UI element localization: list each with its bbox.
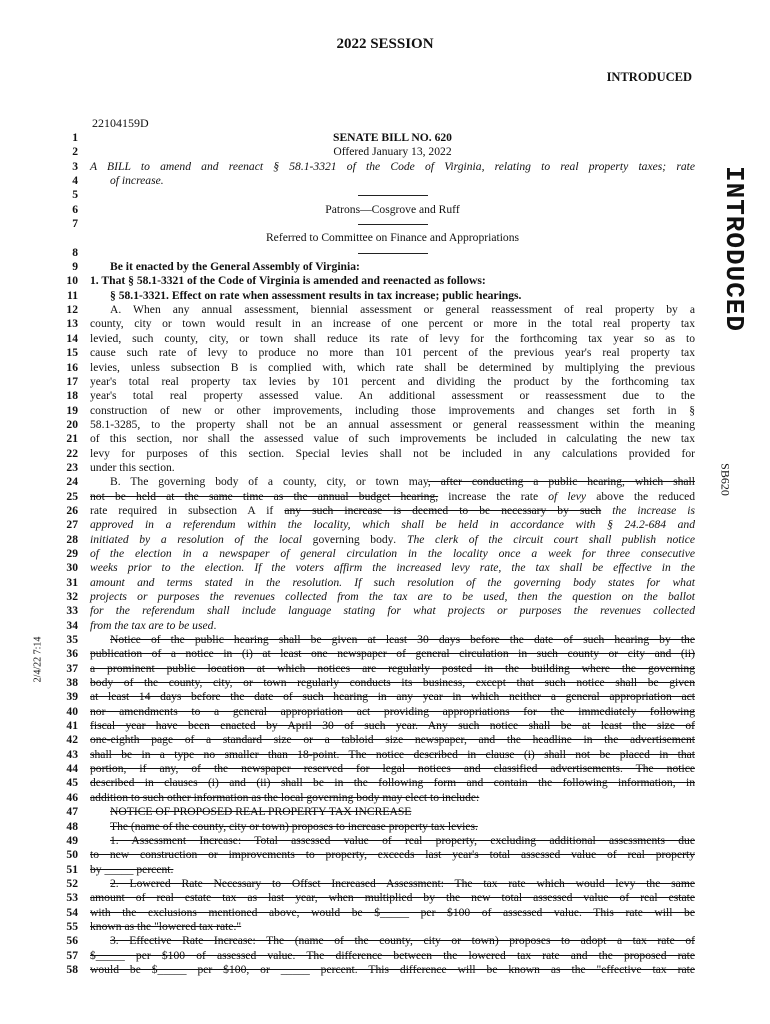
- bill-line: [56, 174, 696, 188]
- line-text: [90, 475, 695, 489]
- text-segment: .: [213, 618, 217, 632]
- bill-line: [56, 863, 696, 877]
- text-segment: a prominent public location at which notices are regularly posted in the building where the governing: [90, 661, 695, 675]
- line-text: [90, 203, 695, 217]
- text-segment: levy for purposes of this section. Special levies shall not be included in any calculations provided for: [90, 446, 695, 460]
- text-segment: of levy: [548, 489, 587, 503]
- bill-line: [56, 662, 696, 676]
- bill-line: [56, 877, 696, 891]
- text-segment: under this section.: [90, 460, 175, 474]
- text-segment: to new construction or improvements to property, exceeds last year's total assessed value of real property: [90, 848, 695, 862]
- text-segment: § 58.1-3321. Effect on rate when assessment results in tax increase; public hearings.: [110, 288, 522, 302]
- bill-line: [56, 317, 696, 331]
- text-segment: levies, unless subsection B is complied with, which rate shall be determined by multiplying the previous: [90, 360, 695, 374]
- line-number: 41: [66, 719, 78, 733]
- line-text: [90, 361, 695, 375]
- text-segment: 1. Assessment Increase: Total assessed value of real property, excluding additional assessments due: [110, 833, 695, 847]
- line-number: 4: [72, 174, 78, 188]
- bill-line: [56, 619, 696, 633]
- line-text: [90, 576, 695, 590]
- text-segment: Patrons—Cosgrove and Ruff: [325, 202, 460, 216]
- line-text: [90, 375, 695, 389]
- text-segment: increase the rate: [438, 489, 549, 503]
- line-text: [90, 432, 695, 446]
- text-segment: Be it enacted by the General Assembly of Virginia:: [110, 260, 360, 274]
- line-number: 7: [72, 217, 78, 231]
- bill-line: [56, 131, 696, 145]
- line-text: [90, 647, 695, 661]
- text-segment: SENATE BILL NO. 620: [333, 131, 452, 144]
- bill-line: [56, 246, 696, 260]
- bill-line: [56, 776, 696, 790]
- text-segment: cause such rate of levy to produce no more than 101 percent of the previous year's real property tax: [90, 346, 695, 360]
- line-text: [90, 748, 695, 762]
- line-text: [90, 246, 695, 260]
- line-number: 53: [66, 891, 78, 905]
- text-segment: of this section, nor shall the assessed value of such improvements be included in calculating the new tax: [90, 432, 695, 446]
- bill-line: [56, 160, 696, 174]
- bill-line: [56, 604, 696, 618]
- line-text: [90, 561, 695, 575]
- line-text: [90, 461, 695, 475]
- line-number: 49: [66, 833, 78, 847]
- bill-line: [56, 346, 696, 360]
- line-number: 38: [66, 676, 78, 690]
- line-text: [90, 949, 695, 963]
- line-number: 12: [66, 303, 78, 317]
- bill-line: [56, 361, 696, 375]
- line-number: 31: [66, 575, 78, 589]
- line-number: 35: [66, 633, 78, 647]
- text-segment: B. The governing body of a county, city, or town may: [110, 475, 428, 489]
- text-segment: Referred to Committee on Finance and Appropriations: [265, 231, 520, 245]
- line-number: 39: [66, 690, 78, 704]
- bill-line: [56, 891, 696, 905]
- bill-line: [56, 274, 696, 288]
- text-segment: A. When any annual assessment, biennial assessment or general reassessment of real property by a: [110, 303, 695, 317]
- line-text: [90, 217, 695, 231]
- text-segment: not be held at the same time as the annual budget hearing,: [90, 489, 439, 503]
- text-segment: above the reduced: [586, 489, 696, 503]
- bill-line: [56, 260, 696, 274]
- line-number: 32: [66, 590, 78, 603]
- bill-line: [56, 447, 696, 461]
- bill-line: [56, 934, 696, 948]
- text-segment: year's total real property assessed value. An additional assessment or reassessment due to the: [90, 389, 695, 403]
- text-segment: would be $_____ per $100, or _____ percent. This difference will be known as the "effective tax rate: [90, 962, 695, 976]
- bill-line: [56, 834, 696, 848]
- line-text: [90, 504, 695, 518]
- line-number: 25: [66, 489, 78, 503]
- text-segment: The (name of the county, city or town) proposes to increase property tax levies.: [110, 819, 478, 833]
- line-text: [90, 518, 695, 532]
- text-segment: year's total real property tax levies by 101 percent and dividing the product by the forthcoming tax: [90, 374, 695, 388]
- line-number: 5: [72, 188, 78, 202]
- line-text: [90, 260, 695, 274]
- line-number: 22: [66, 446, 78, 460]
- bill-line: [56, 303, 696, 317]
- session-heading: 2022 SESSION: [336, 36, 434, 52]
- text-segment: governing body: [302, 532, 394, 546]
- line-number: 10: [66, 274, 78, 288]
- text-segment: any such increase is deemed to be necessary by such: [284, 503, 602, 517]
- text-segment: A BILL to amend and reenact § 58.1-3321 of the Code of Virginia, relating to real property taxes; rate: [90, 159, 695, 173]
- text-segment: rate required in subsection A if: [90, 503, 285, 517]
- text-segment: Offered January 13, 2022: [333, 145, 452, 159]
- bill-line: [56, 733, 696, 747]
- text-segment: , after conducting a public hearing, which shall: [427, 475, 695, 489]
- line-text: [90, 145, 695, 159]
- bill-line: [56, 461, 696, 475]
- bill-line: [56, 432, 696, 446]
- text-segment: known as the "lowered tax rate.": [90, 919, 242, 933]
- line-number: 23: [66, 460, 78, 474]
- bill-line: [56, 762, 696, 776]
- line-text: [90, 934, 695, 948]
- text-segment: described in clauses (i) and (ii) shall be in the following form and contain the following information, in: [90, 776, 695, 790]
- line-number: 19: [66, 403, 78, 417]
- text-segment: shall be in a type no smaller than 18-point. The notice described in clause (i) shall not be placed in that: [90, 747, 695, 761]
- text-segment: amount and terms stated in the resolution. If such resolution of the governing body states for what: [90, 575, 695, 589]
- bill-line: [56, 576, 696, 590]
- line-number: 33: [66, 604, 78, 618]
- line-number: 24: [66, 475, 78, 489]
- line-number: 50: [66, 848, 78, 862]
- bill-line: [56, 748, 696, 762]
- line-number: 29: [66, 546, 78, 560]
- line-text: [90, 733, 695, 747]
- bill-line: [56, 504, 696, 518]
- line-text: [90, 820, 695, 834]
- bill-line: [56, 690, 696, 704]
- text-segment: approved in a referendum within the locality, which shall be held in accordance with § 24.2-684 and: [90, 518, 695, 532]
- text-segment: for the referendum shall include language stating for what projects or purposes the revenues collected: [90, 604, 695, 618]
- bill-line: [56, 676, 696, 690]
- line-text: [90, 303, 695, 317]
- line-text: [90, 619, 695, 633]
- line-number: 48: [66, 819, 78, 833]
- line-number: 16: [66, 360, 78, 374]
- text-segment: levied, such county, city, or town shall reduce its rate of levy for the forthcoming tax year so as to: [90, 331, 695, 345]
- line-number: 43: [66, 747, 78, 761]
- line-text: [90, 490, 695, 504]
- bill-line: [56, 231, 696, 245]
- text-segment: nor amendments to a general appropriation act providing appropriations for the immediately following: [90, 704, 695, 718]
- text-segment: the increase is: [601, 503, 695, 517]
- horizontal-rule: [358, 253, 428, 254]
- vertical-bill-code: SB620: [718, 463, 733, 496]
- line-number: 45: [66, 776, 78, 790]
- text-segment: publication of a notice in (i) at least one newspaper of general circulation in such county or city and (ii): [90, 647, 695, 661]
- text-segment: of the election in a newspaper of general circulation in the locality once a week for three consecutive: [90, 546, 695, 560]
- bill-line: [56, 920, 696, 934]
- text-segment: 58.1-3285, to the property shall not be an annual assessment or general reassessment within the meaning: [90, 417, 695, 431]
- bill-line: [56, 963, 696, 977]
- text-segment: with the exclusions mentioned above, would be $_____ per $100 of assessed value. This rate will be: [90, 905, 695, 919]
- bill-line: [56, 518, 696, 532]
- line-text: [90, 289, 695, 303]
- line-number: 44: [66, 762, 78, 776]
- bill-line: [56, 805, 696, 819]
- bill-line: [56, 475, 696, 489]
- text-segment: weeks prior to the election. If the voters affirm the increased levy rate, the tax shall be effective in the: [90, 561, 695, 575]
- line-number: 51: [66, 862, 78, 876]
- text-segment: from the tax are to be used: [90, 618, 214, 632]
- document-id: 22104159D: [92, 116, 149, 130]
- line-text: [90, 131, 695, 145]
- line-number: 9: [72, 260, 78, 274]
- text-segment: 1. That § 58.1-3321 of the Code of Virginia is amended and reenacted as follows:: [90, 274, 486, 288]
- line-text: [90, 317, 695, 331]
- text-segment: . The clerk of the circuit court shall publish notice: [393, 532, 695, 546]
- bill-line: [56, 490, 696, 504]
- vertical-status-stamp: INTRODUCED: [719, 165, 749, 333]
- horizontal-rule: [358, 195, 428, 196]
- bill-line: [56, 188, 696, 202]
- text-segment: county, city or town would result in an increase of one percent or more in the total real property tax: [90, 317, 695, 331]
- text-segment: portion, if any, of the newspaper reserved for legal notices and classified advertisements. The notice: [90, 762, 695, 776]
- line-number: 15: [66, 346, 78, 360]
- line-number: 18: [66, 389, 78, 403]
- line-text: [90, 662, 695, 676]
- line-text: [90, 188, 695, 202]
- line-number: 52: [66, 876, 78, 890]
- line-text: [90, 604, 695, 618]
- line-number: 11: [67, 288, 78, 302]
- line-text: [90, 231, 695, 245]
- line-number: 37: [66, 661, 78, 675]
- text-segment: at least 14 days before the date of such hearing in any year in which neither a general appropriation act: [90, 690, 695, 704]
- line-number: 42: [66, 733, 78, 747]
- vertical-date-stamp: 2/4/22 7:14: [32, 636, 44, 683]
- text-segment: amount of real estate tax as last year, when multiplied by the new total assessed value of real estate: [90, 891, 695, 905]
- line-text: [90, 547, 695, 561]
- bill-line: [56, 418, 696, 432]
- line-text: [90, 805, 695, 819]
- line-text: [90, 776, 695, 790]
- text-segment: initiated by a resolution of the local: [90, 532, 303, 546]
- text-segment: 2. Lowered Rate Necessary to Offset Increased Assessment: The tax rate which would levy the same: [110, 876, 695, 890]
- text-segment: construction of new or other improvements, including those improvements and changes set forth in §: [90, 403, 695, 417]
- bill-line: [56, 949, 696, 963]
- text-segment: 3. Effective Rate Increase: The (name of the county, city or town) proposes to adopt a tax rate of: [110, 934, 695, 948]
- bill-line: [56, 633, 696, 647]
- text-segment: NOTICE OF PROPOSED REAL PROPERTY TAX INCREASE: [110, 805, 412, 819]
- line-text: [90, 447, 695, 461]
- line-number: 58: [66, 962, 78, 976]
- line-number: 6: [72, 202, 78, 216]
- line-text: [90, 705, 695, 719]
- line-number: 28: [66, 532, 78, 546]
- line-number: 3: [72, 159, 78, 173]
- line-number: 13: [66, 317, 78, 331]
- bill-line: [56, 404, 696, 418]
- line-number: 20: [66, 417, 78, 431]
- text-segment: Notice of the public hearing shall be given at least 30 days before the date of such hearing by the: [110, 633, 695, 647]
- line-number: 30: [66, 561, 78, 575]
- line-number: 17: [66, 374, 78, 388]
- text-segment: projects or purposes the revenues collected from the tax are to be used, then the question on the ballot: [90, 590, 695, 603]
- text-segment: body of the county, city, or town regularly conducts its business, except that such notice shall be given: [90, 676, 695, 690]
- text-segment: addition to such other information as the local governing body may elect to include:: [90, 790, 480, 804]
- bill-line: [56, 203, 696, 217]
- bill-line: [56, 289, 696, 303]
- text-segment: fiscal year have been enacted by April 30 of such year. Any such notice shall be at least the size of: [90, 719, 695, 733]
- line-number: 26: [66, 503, 78, 517]
- bill-line: [56, 217, 696, 231]
- line-text: [90, 533, 695, 547]
- line-text: [90, 332, 695, 346]
- line-text: [90, 791, 695, 805]
- line-number: 55: [66, 919, 78, 933]
- line-number: 54: [66, 905, 78, 919]
- text-segment: $_____ per $100 of assessed value. The difference between the lowered tax rate and the proposed rate: [90, 948, 695, 962]
- bill-line: [56, 820, 696, 834]
- bill-line: [56, 791, 696, 805]
- line-text: [90, 877, 695, 891]
- bill-line: [56, 145, 696, 159]
- line-number: 40: [66, 704, 78, 718]
- line-text: [90, 963, 695, 977]
- bill-line: [56, 705, 696, 719]
- line-text: [90, 906, 695, 920]
- line-number: 14: [66, 331, 78, 345]
- bill-line: [56, 547, 696, 561]
- line-number: 21: [66, 432, 78, 446]
- line-text: [90, 863, 695, 877]
- line-number: 47: [66, 805, 78, 819]
- horizontal-rule: [358, 224, 428, 225]
- bill-line: [56, 332, 696, 346]
- line-number: 46: [66, 790, 78, 804]
- bill-line: [56, 561, 696, 575]
- bill-text-body: [56, 131, 696, 977]
- text-segment: by _____ percent.: [90, 862, 174, 876]
- line-text: [90, 174, 695, 188]
- bill-line: [56, 906, 696, 920]
- line-text: [90, 590, 695, 604]
- line-text: [90, 891, 695, 905]
- status-label: INTRODUCED: [606, 70, 692, 84]
- bill-line: [56, 719, 696, 733]
- line-text: [90, 389, 695, 403]
- line-text: [90, 418, 695, 432]
- bill-line: [56, 590, 696, 604]
- bill-line: [56, 375, 696, 389]
- line-text: [90, 160, 695, 174]
- line-text: [90, 762, 695, 776]
- line-text: [90, 633, 695, 647]
- line-text: [90, 848, 695, 862]
- bill-line: [56, 848, 696, 862]
- line-number: 1: [72, 131, 78, 144]
- text-segment: of increase.: [110, 174, 164, 188]
- line-text: [90, 274, 695, 288]
- line-number: 8: [72, 245, 78, 259]
- line-text: [90, 719, 695, 733]
- line-number: 34: [66, 618, 78, 632]
- line-number: 56: [66, 934, 78, 948]
- line-text: [90, 346, 695, 360]
- line-number: 57: [66, 948, 78, 962]
- line-number: 2: [72, 145, 78, 159]
- line-text: [90, 404, 695, 418]
- text-segment: one-eighth page of a standard size or a tabloid size newspaper, and the headline in the advertisement: [90, 733, 695, 747]
- line-text: [90, 834, 695, 848]
- line-number: 27: [66, 518, 78, 532]
- line-text: [90, 690, 695, 704]
- line-text: [90, 920, 695, 934]
- bill-line: [56, 533, 696, 547]
- line-number: 36: [66, 647, 78, 661]
- line-text: [90, 676, 695, 690]
- bill-line: [56, 647, 696, 661]
- bill-line: [56, 389, 696, 403]
